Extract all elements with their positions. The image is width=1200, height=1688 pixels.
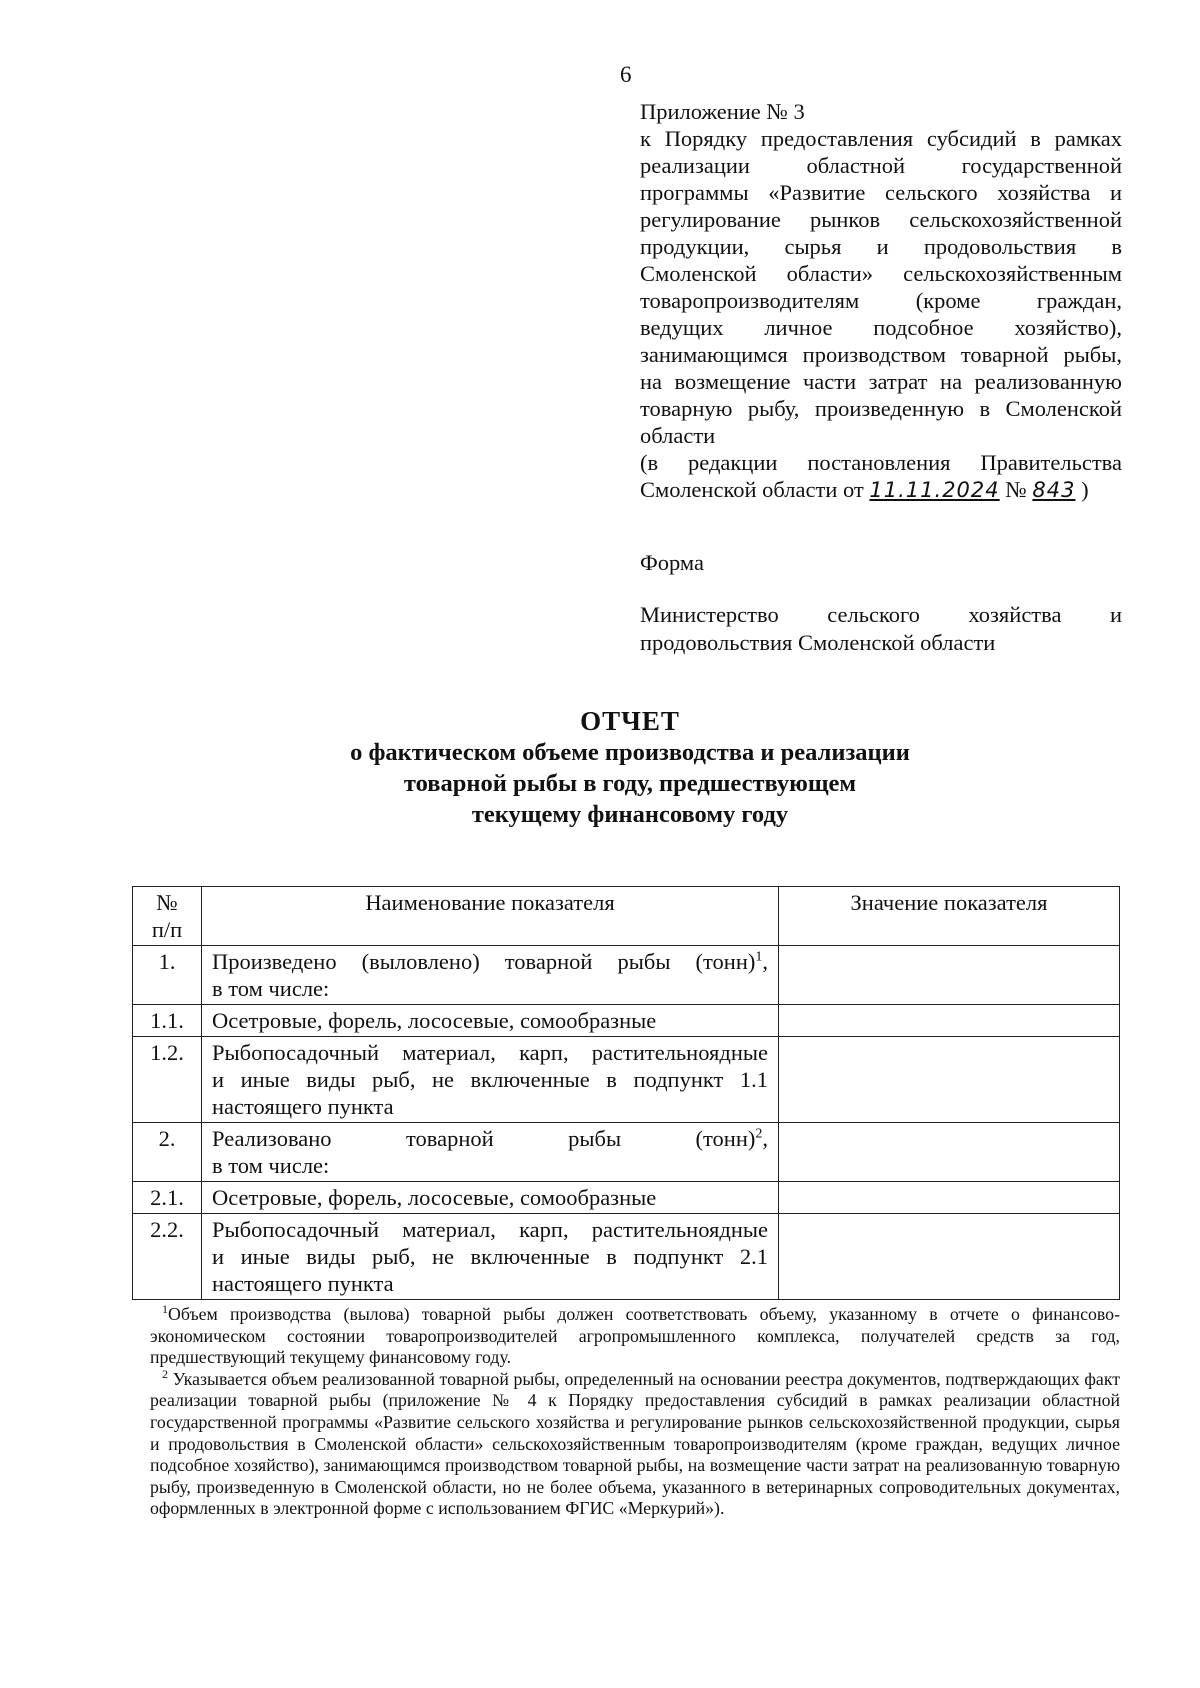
- appendix-line: ведущих личное подсобное хозяйство),: [640, 315, 1122, 340]
- ministry-line: Министерство сельского хозяйства и: [640, 602, 1122, 627]
- header-num-line: п/п: [151, 917, 183, 942]
- report-title-line: о фактическом объеме производства и реализации: [350, 739, 910, 766]
- row-value: [779, 946, 1120, 1005]
- footnote-text: Указывается объем реализованной товарной рыбы, определенный на основании реестра документов, подтверждающих факт реализации товарной рыбы (приложение № 4 к Порядку предоставления субсидий в рамках реализации областной государственной программы «Развитие сельского хозяйства и регулирование рынков сельскохозяйственной продукции, сырья и продовольствия в Смоленской области» сельскохозяйственным товаропроизводителям (кроме граждан, ведущих личное подсобное хозяйство), занимающимся производством товарной рыбы, на возмещение части затрат на реализованную товарную рыбу, произведенную в Смоленской области, но не более объема, указанного в ветеринарных сопроводительных документах, оформленных в электронной форме с использованием ФГИС «Меркурий»).: [150, 1368, 1120, 1519]
- row-name-line: настоящего пункта: [212, 1094, 394, 1119]
- appendix-line: продукции, сырья и продовольствия в: [640, 234, 1122, 259]
- report-table: [132, 886, 1120, 1300]
- row-value: [779, 1182, 1120, 1214]
- table-header-row: [133, 887, 1120, 946]
- appendix-line: на возмещение части затрат на реализованную: [640, 369, 1122, 394]
- row-name: [202, 1214, 779, 1300]
- footnote: [150, 1366, 1120, 1520]
- appendix-header: [640, 98, 1122, 504]
- footnote-mark: 1: [162, 1302, 168, 1317]
- table-row: [133, 1182, 1120, 1214]
- handwritten-date: 11.11.2024: [869, 478, 1000, 502]
- row-num: 2.: [133, 1123, 202, 1182]
- row-value: [779, 1005, 1120, 1037]
- ministry-block: [640, 601, 1122, 657]
- appendix-line: к Порядку предоставления субсидий в рамках: [640, 126, 1122, 151]
- footnote-ref: 1: [755, 949, 763, 965]
- row-num: 2.2.: [133, 1214, 202, 1300]
- header-value: Значение показателя: [779, 887, 1120, 946]
- row-name-line: и иные виды рыб, не включенные в подпункт 2.1: [212, 1244, 768, 1269]
- row-value: [779, 1214, 1120, 1300]
- appendix-line: реализации областной государственной: [640, 153, 1122, 178]
- row-name-line: в том числе:: [212, 1153, 330, 1178]
- row-name-line: в том числе:: [212, 976, 330, 1001]
- ministry-line: продовольствия Смоленской области: [640, 630, 996, 655]
- edition-line-date: [640, 476, 1122, 504]
- row-name-line: настоящего пункта: [212, 1271, 394, 1296]
- appendix-line: регулирование рынков сельскохозяйственной: [640, 207, 1122, 232]
- footnote-separator: [150, 1299, 425, 1300]
- table-row: [133, 1005, 1120, 1037]
- row-name-line: [212, 1125, 768, 1152]
- report-title-line: текущему финансовому году: [471, 801, 789, 828]
- footnote-mark: 2: [162, 1366, 168, 1381]
- handwritten-number: 843: [1032, 478, 1076, 502]
- row-num: 1.2.: [133, 1037, 202, 1123]
- edition-no-label: №: [1005, 477, 1027, 502]
- row-name-punct: ,: [762, 949, 768, 974]
- row-value: [779, 1123, 1120, 1182]
- row-name-line: Рыбопосадочный материал, карп, растительноядные: [212, 1217, 768, 1242]
- row-value: [779, 1037, 1120, 1123]
- footnote-ref: 2: [755, 1126, 763, 1142]
- appendix-title: Приложение № 3: [640, 99, 805, 124]
- row-name: [202, 946, 779, 1005]
- report-title: [180, 706, 1080, 830]
- row-name: [202, 1037, 779, 1123]
- report-title-main: ОТЧЕТ: [580, 706, 680, 736]
- row-name-text: Произведено (выловлено) товарной рыбы (тонн): [212, 949, 756, 974]
- row-name-punct: ,: [762, 1126, 768, 1151]
- form-label: Форма: [640, 550, 705, 575]
- footnote: [150, 1304, 1120, 1369]
- row-name-text: Реализовано товарной рыбы (тонн): [212, 1126, 756, 1151]
- row-name: [202, 1123, 779, 1182]
- edition-line: (в редакции постановления Правительства: [640, 450, 1122, 475]
- footnotes: [150, 1304, 1120, 1520]
- page-number: 6: [620, 62, 632, 87]
- appendix-line: товаропроизводителям (кроме граждан,: [640, 288, 1122, 313]
- row-name: Осетровые, форель, лососевые, сомообразные: [202, 1182, 779, 1214]
- appendix-line: программы «Развитие сельского хозяйства и: [640, 180, 1122, 205]
- footnote-text: Объем производства (вылова) товарной рыбы должен соответствовать объему, указанному в отчете о финансово-экономическом состоянии товаропроизводителей агропромышленного комплекса, получателей средств за год, предшествующий текущему финансовому году.: [150, 1304, 1120, 1368]
- appendix-line: занимающимся производством товарной рыбы,: [640, 342, 1122, 367]
- row-name-line: [212, 948, 768, 975]
- report-title-line: товарной рыбы в году, предшествующем: [403, 770, 857, 797]
- table-row: [133, 1214, 1120, 1300]
- edition-prefix: Смоленской области от: [640, 477, 864, 502]
- row-name-line: и иные виды рыб, не включенные в подпункт 1.1: [212, 1067, 768, 1092]
- appendix-line: области: [640, 423, 716, 448]
- table-row: [133, 1037, 1120, 1123]
- row-num: 2.1.: [133, 1182, 202, 1214]
- appendix-line: Смоленской области» сельскохозяйственным: [640, 261, 1122, 286]
- header-num: [133, 887, 202, 946]
- edition-close: ): [1081, 477, 1089, 502]
- row-name-line: Рыбопосадочный материал, карп, растительноядные: [212, 1040, 768, 1065]
- table-row: [133, 946, 1120, 1005]
- appendix-line: товарную рыбу, произведенную в Смоленской: [640, 396, 1122, 421]
- row-num: 1.1.: [133, 1005, 202, 1037]
- table-row: [133, 1123, 1120, 1182]
- row-num: 1.: [133, 946, 202, 1005]
- header-name: Наименование показателя: [202, 887, 779, 946]
- row-name: Осетровые, форель, лососевые, сомообразные: [202, 1005, 779, 1037]
- header-num-line: №: [156, 890, 178, 915]
